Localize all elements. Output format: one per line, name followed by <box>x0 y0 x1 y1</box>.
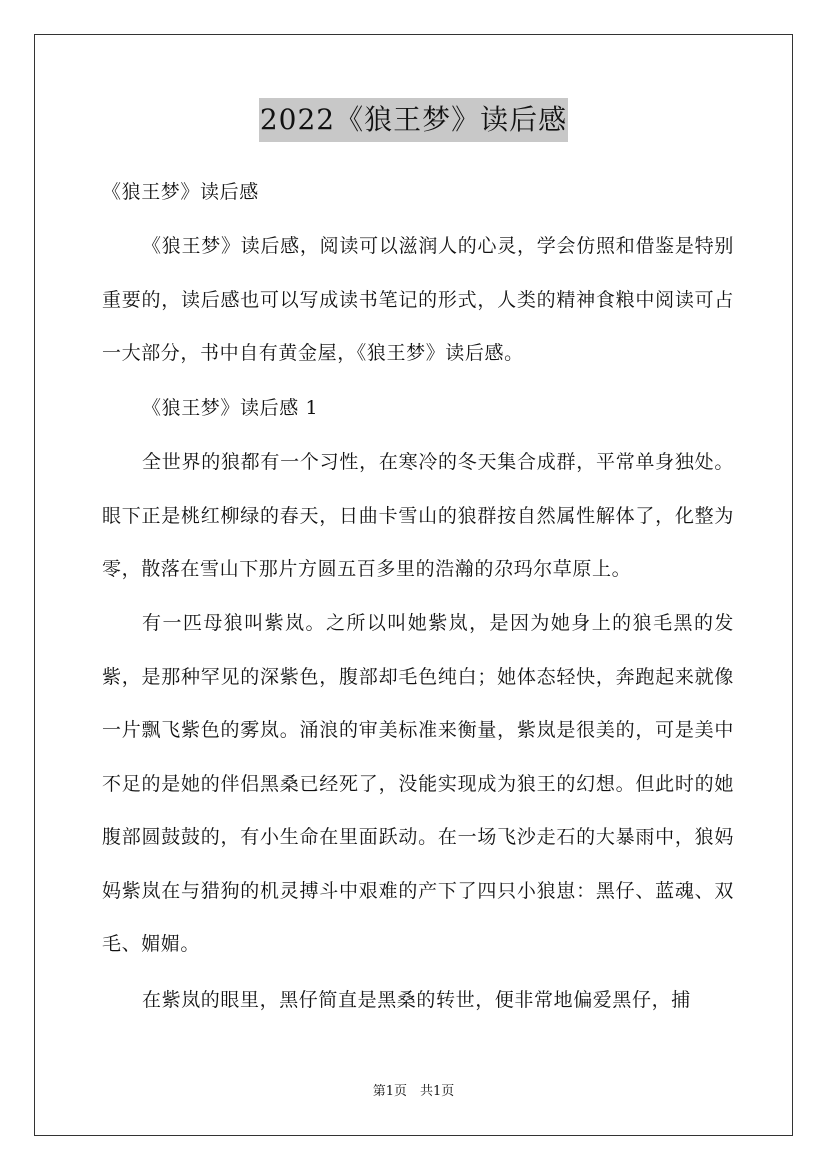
page-footer: 第1页 共1页 <box>372 1084 455 1099</box>
paragraph-2: 有一匹母狼叫紫岚。之所以叫她紫岚，是因为她身上的狼毛黑的发紫，是那种罕见的深紫色，腹部却毛色纯白；她体态轻快，奔跑起来就像一片飘飞紫色的雾岚。涌浪的审美标准来衡量，紫岚是很美的，可是美中不足的是她的伴侣黑桑已经死了，没能实现成为狼王的幻想。但此时的她腹部圆鼓鼓的，有小生命在里面跃动。在一场飞沙走石的大暴雨中，狼妈妈紫岚在与猎狗的机灵搏斗中艰难的产下了四只小狼崽：黑仔、蓝魂、双毛、媚媚。 <box>102 612 734 955</box>
section-heading: 《狼王梦》读后感 1 <box>142 397 319 419</box>
document-title: 2022《狼王梦》读后感 <box>259 98 568 142</box>
title-container <box>0 98 827 142</box>
paragraph-intro: 《狼王梦》读后感，阅读可以滋润人的心灵，学会仿照和借鉴是特别重要的，读后感也可以写成读书笔记的形式，人类的精神食粮中阅读可占一大部分，书中自有黄金屋，《狼王梦》读后感。 <box>102 235 734 364</box>
subtitle: 《狼王梦》读后感 <box>102 181 259 203</box>
paragraph-1: 全世界的狼都有一个习性，在寒冷的冬天集合成群，平常单身独处。眼下正是桃红柳绿的春天，日曲卡雪山的狼群按自然属性解体了，化整为零，散落在雪山下那片方圆五百多里的浩瀚的尕玛尔草原上。 <box>102 451 734 580</box>
paragraph-3: 在紫岚的眼里，黑仔简直是黑桑的转世，便非常地偏爱黑仔，捕 <box>142 989 691 1011</box>
